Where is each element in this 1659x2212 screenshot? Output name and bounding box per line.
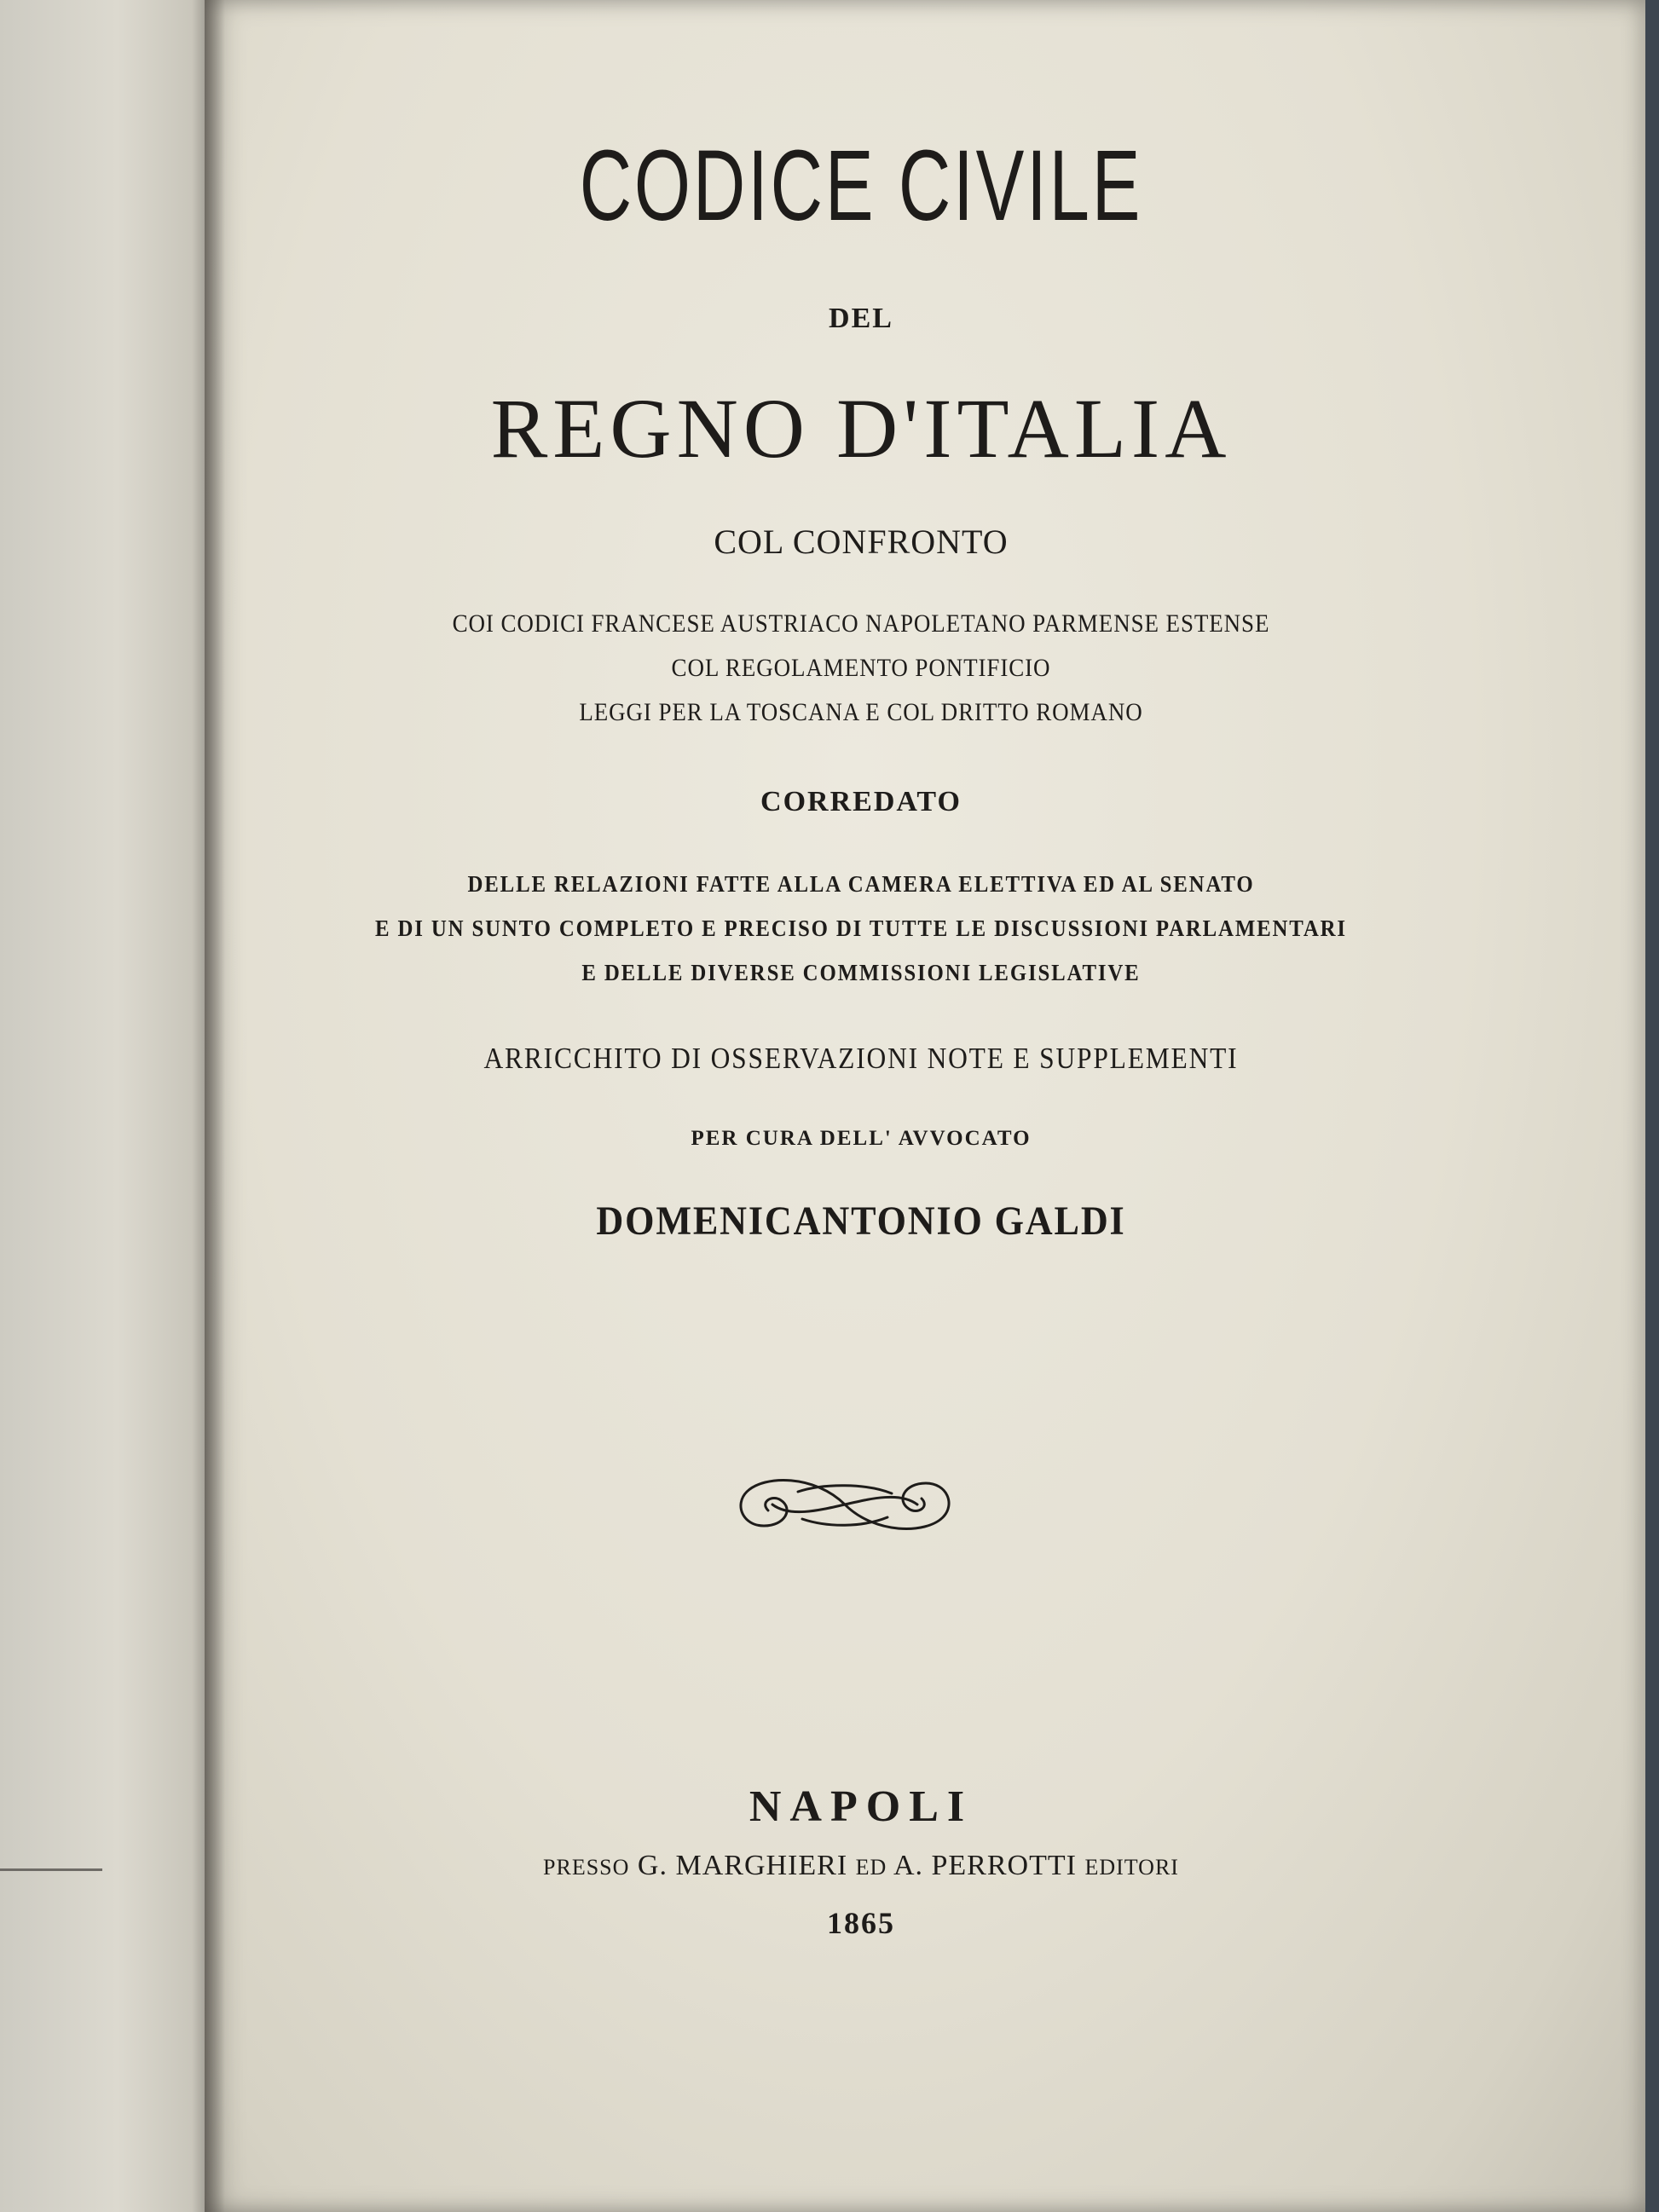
publisher-ed: ED (855, 1855, 887, 1880)
publisher-name-1: G. MARGHIERI (637, 1850, 848, 1881)
author-name: DOMENICANTONIO GALDI (596, 1198, 1126, 1244)
relazioni-line: DELLE RELAZIONI FATTE ALLA CAMERA ELETTIVA ED AL SENATO (467, 871, 1255, 897)
relazioni-line: E DI UN SUNTO COMPLETO E PRECISO DI TUTTE LE DISCUSSIONI PARLAMENTARI (375, 915, 1347, 941)
del-text: DEL (829, 303, 893, 334)
col-confronto: COL CONFRONTO (714, 523, 1009, 561)
publisher-line (205, 1850, 1517, 1882)
relazioni-line: E DELLE DIVERSE COMMISSIONI LEGISLATIVE (581, 960, 1141, 985)
left-page (0, 0, 213, 2212)
publisher-name-2: A. PERROTTI (893, 1850, 1077, 1881)
comparison-line: COI CODICI FRANCESE AUSTRIACO NAPOLETANO PARMENSE ESTENSE (452, 609, 1270, 638)
comparison-line: COL REGOLAMENTO PONTIFICIO (671, 654, 1051, 682)
city: NAPOLI (749, 1782, 974, 1831)
per-cura: PER CURA DELL' AVVOCATO (691, 1127, 1032, 1150)
title: CODICE CIVILE (579, 130, 1143, 242)
publisher-editori: EDITORI (1084, 1855, 1179, 1880)
publisher-presso: PRESSO (543, 1855, 630, 1880)
arricchito: ARRICCHITO DI OSSERVAZIONI NOTE E SUPPLEMENTI (483, 1042, 1239, 1075)
corredato: CORREDATO (760, 786, 962, 817)
year: 1865 (827, 1906, 895, 1940)
ornament-flourish (721, 1466, 968, 1543)
kingdom-title: REGNO D'ITALIA (490, 381, 1232, 476)
left-page-rule (0, 1868, 102, 1871)
comparison-line: LEGGI PER LA TOSCANA E COL DRITTO ROMANO (579, 698, 1143, 726)
